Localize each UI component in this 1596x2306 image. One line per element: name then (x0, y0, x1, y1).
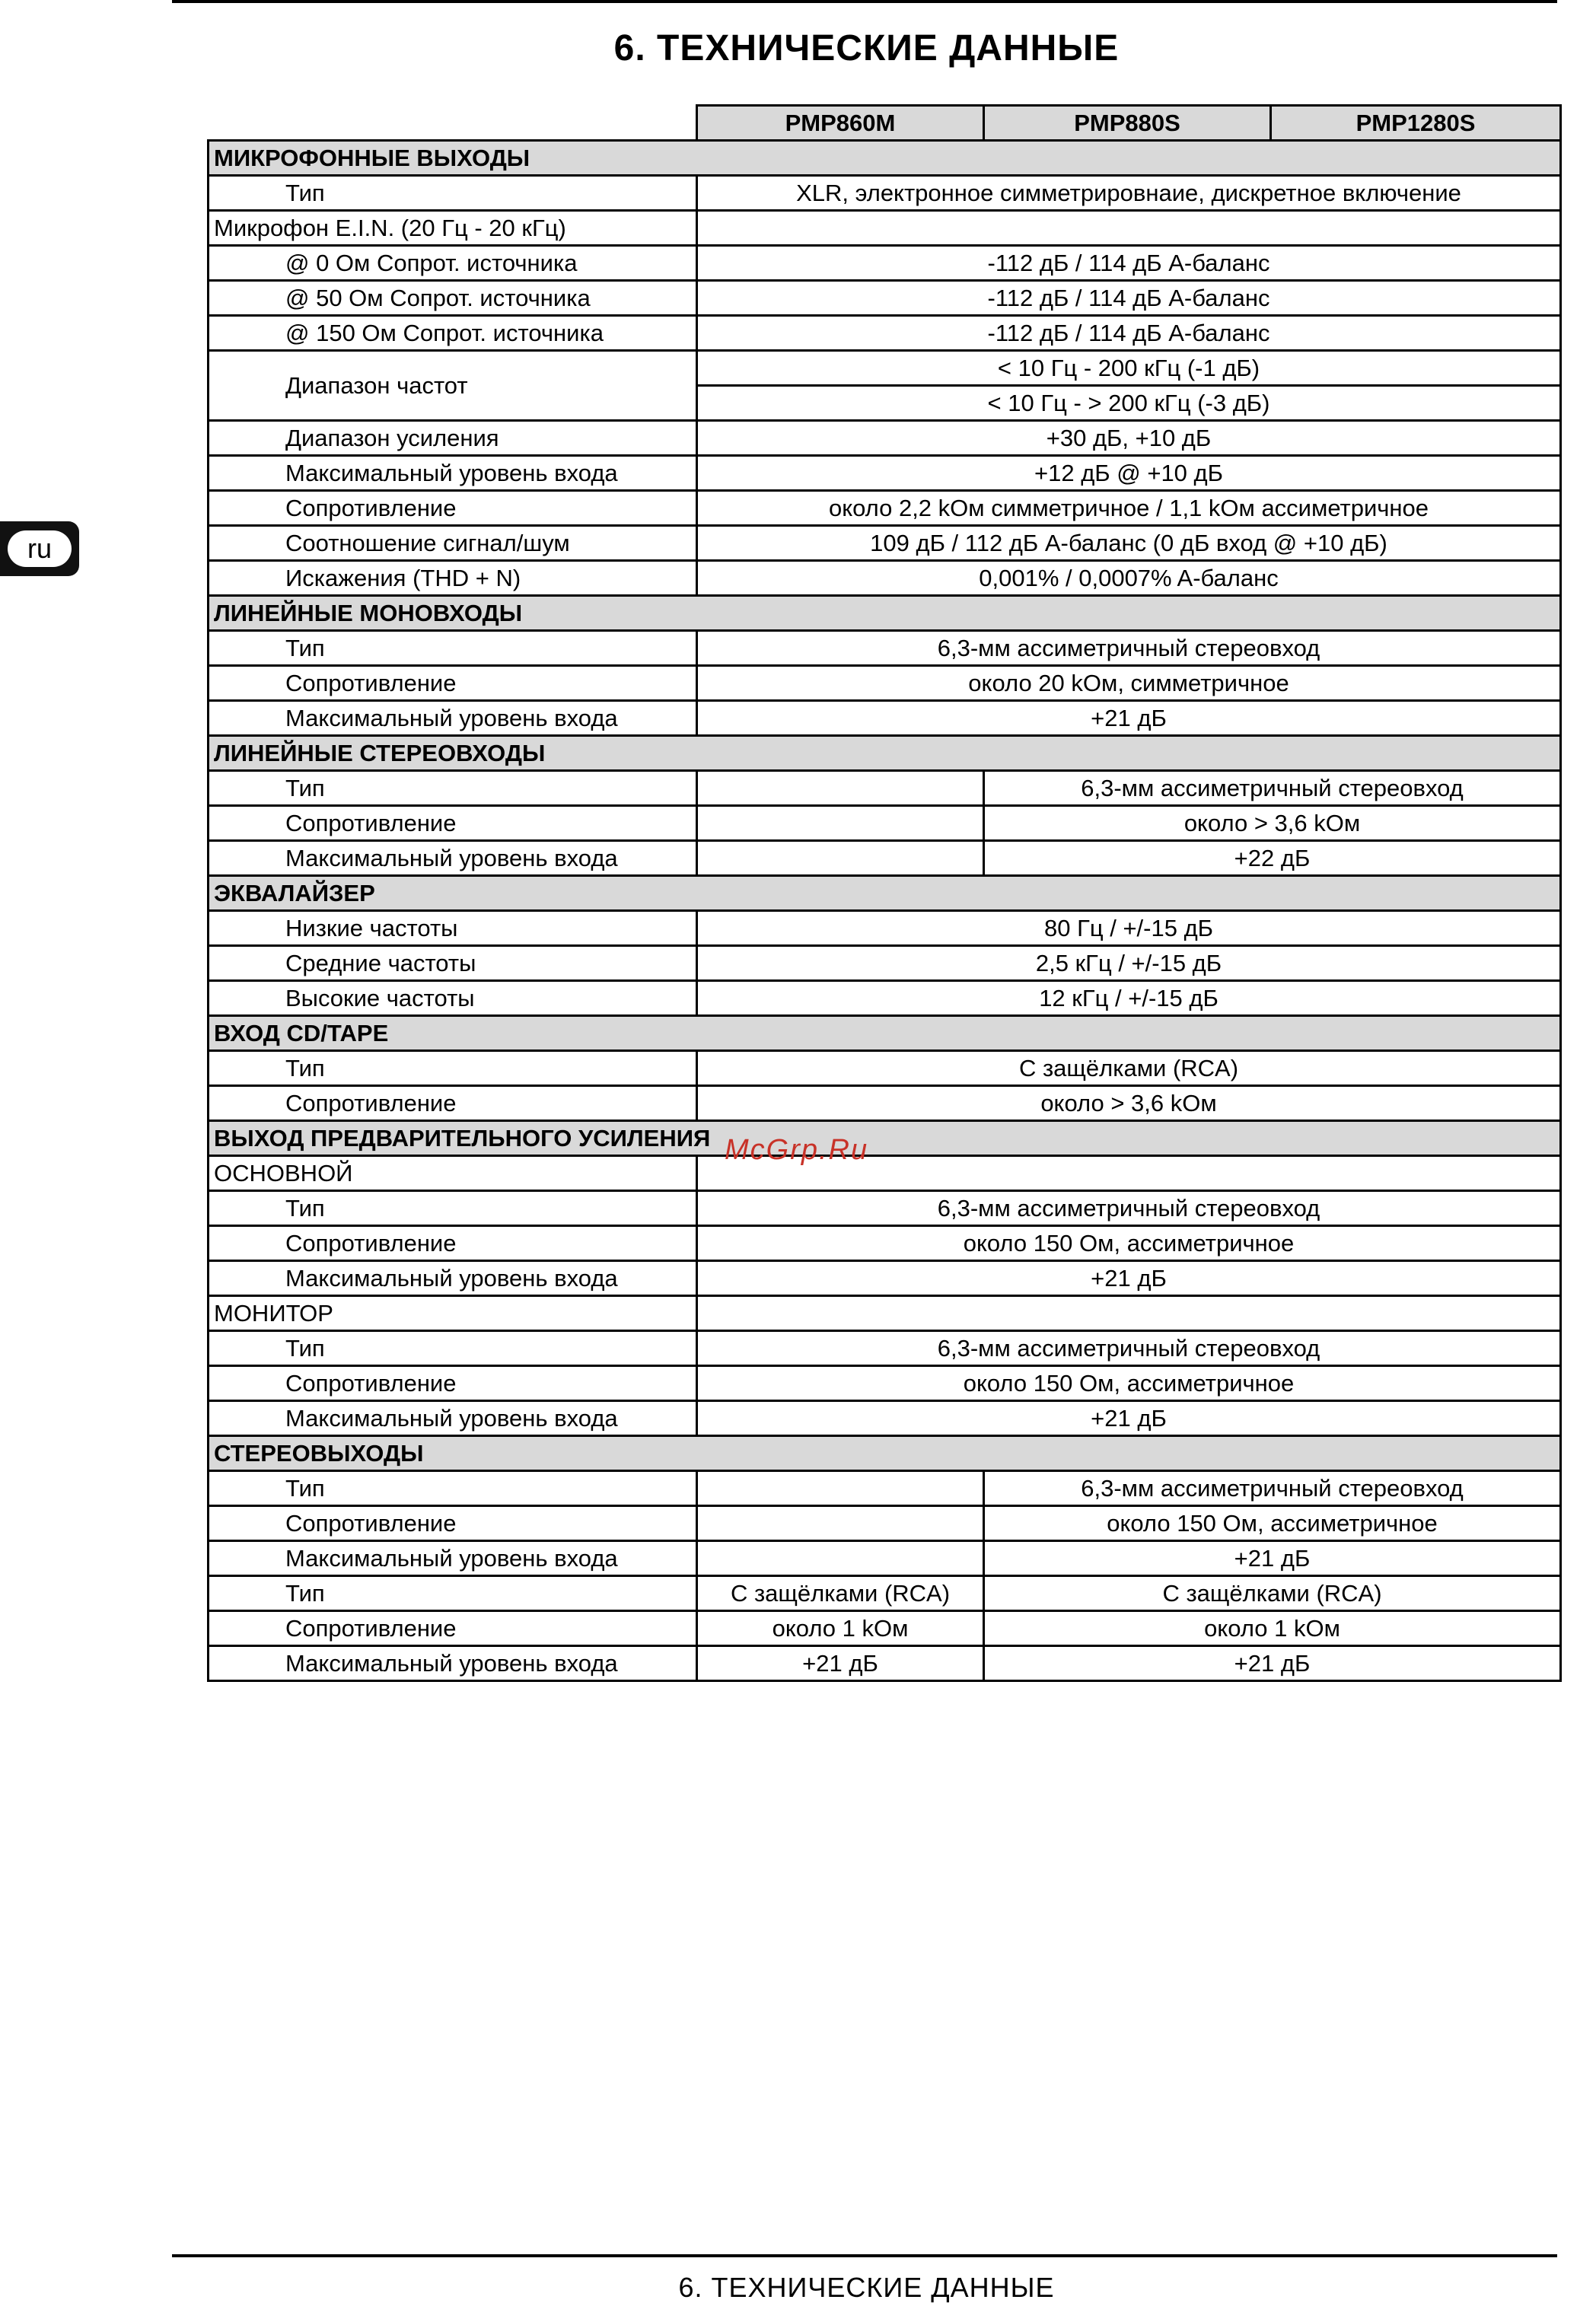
model-pmp1280s: PMP1280S (1271, 106, 1561, 141)
row-label: Сопротивление (209, 1086, 697, 1121)
row-value: -112 дБ / 114 дБ A-баланс (697, 281, 1561, 316)
table-row (209, 1576, 1561, 1611)
table-row (209, 1611, 1561, 1646)
row-value: +21 дБ (697, 1646, 984, 1681)
row-value: -112 дБ / 114 дБ A-баланс (697, 316, 1561, 351)
row-value: +21 дБ (697, 1401, 1561, 1436)
row-value: около > 3,6 kОм (697, 1086, 1561, 1121)
model-pmp880s: PMP880S (984, 106, 1271, 141)
page-footer: 6. ТЕХНИЧЕСКИЕ ДАННЫЕ (678, 2272, 1055, 2303)
row-label: Сопротивление (209, 1611, 697, 1646)
row-value: +12 дБ @ +10 дБ (697, 456, 1561, 491)
table-row (209, 1506, 1561, 1541)
row-label: Сопротивление (209, 666, 697, 701)
row-label: Сопротивление (209, 1506, 697, 1541)
row-label: Максимальный уровень входа (209, 701, 697, 736)
row-value: +21 дБ (984, 1646, 1561, 1681)
watermark: McGrp.Ru (725, 1134, 869, 1166)
row-label: Искажения (THD + N) (209, 561, 697, 596)
table-row (209, 421, 1561, 456)
section-stereo-outputs: СТЕРЕОВЫХОДЫ (209, 1436, 1561, 1471)
row-label: Максимальный уровень входа (209, 1646, 697, 1681)
row-value-empty (697, 806, 984, 841)
row-value-empty (697, 1296, 1561, 1331)
table-row (209, 771, 1561, 806)
table-row (209, 456, 1561, 491)
table-row (209, 946, 1561, 981)
row-label: Максимальный уровень входа (209, 1261, 697, 1296)
row-label: @ 50 Ом Сопрот. источника (209, 281, 697, 316)
table-row (209, 246, 1561, 281)
table-row (209, 981, 1561, 1016)
row-value: около 2,2 kОм симметричное / 1,1 kОм ассиметричное (697, 491, 1561, 526)
table-row (209, 1646, 1561, 1681)
row-value: 109 дБ / 112 дБ A-баланс (0 дБ вход @ +10 дБ) (697, 526, 1561, 561)
row-value: -112 дБ / 114 дБ A-баланс (697, 246, 1561, 281)
model-header-row (209, 106, 1561, 141)
table-row (209, 841, 1561, 876)
row-value: 0,001% / 0,0007% A-баланс (697, 561, 1561, 596)
table-row (209, 1051, 1561, 1086)
table-row (209, 351, 1561, 386)
section-preamp-output: ВЫХОД ПРЕДВАРИТЕЛЬНОГО УСИЛЕНИЯ (209, 1121, 1561, 1156)
table-row (209, 1541, 1561, 1576)
section-row (209, 141, 1561, 176)
table-row (209, 526, 1561, 561)
row-label: Максимальный уровень входа (209, 456, 697, 491)
row-value: 6,3-мм ассиметричный стереовход (697, 1191, 1561, 1226)
row-label: Тип (209, 1191, 697, 1226)
row-label: Максимальный уровень входа (209, 1541, 697, 1576)
specs-table (207, 104, 1562, 1682)
table-row (209, 1156, 1561, 1191)
row-label: Микрофон E.I.N. (20 Гц - 20 кГц) (209, 211, 697, 246)
row-label: Тип (209, 1471, 697, 1506)
row-value: около 20 kОм, симметричное (697, 666, 1561, 701)
table-row (209, 1401, 1561, 1436)
row-value: С защёлками (RCA) (697, 1051, 1561, 1086)
row-value: около 150 Ом, ассиметричное (697, 1226, 1561, 1261)
table-row (209, 1471, 1561, 1506)
table-row (209, 911, 1561, 946)
section-mic-outputs: МИКРОФОННЫЕ ВЫХОДЫ (209, 141, 1561, 176)
section-row (209, 1436, 1561, 1471)
table-row (209, 491, 1561, 526)
row-value: +21 дБ (697, 701, 1561, 736)
page-title: 6. ТЕХНИЧЕСКИЕ ДАННЫЕ (613, 28, 1120, 68)
section-row (209, 596, 1561, 631)
table-row (209, 806, 1561, 841)
language-tab-label: ru (8, 530, 72, 567)
row-value: С защёлками (RCA) (697, 1576, 984, 1611)
table-row (209, 211, 1561, 246)
row-value: 2,5 кГц / +/-15 дБ (697, 946, 1561, 981)
row-value: около > 3,6 kОм (984, 806, 1561, 841)
table-row (209, 1296, 1561, 1331)
section-row (209, 876, 1561, 911)
row-value: 6,3-мм ассиметричный стереовход (984, 771, 1561, 806)
row-value-empty (697, 1471, 984, 1506)
table-row (209, 1261, 1561, 1296)
row-value: 6,3-мм ассиметричный стереовход (697, 631, 1561, 666)
row-label: Максимальный уровень входа (209, 841, 697, 876)
row-value-empty (697, 211, 1561, 246)
section-row (209, 1121, 1561, 1156)
row-label: Тип (209, 1051, 697, 1086)
row-value: около 150 Ом, ассиметричное (984, 1506, 1561, 1541)
table-row (209, 666, 1561, 701)
row-value-empty (697, 771, 984, 806)
row-value: 12 кГц / +/-15 дБ (697, 981, 1561, 1016)
section-row (209, 736, 1561, 771)
table-row (209, 1226, 1561, 1261)
row-value: около 1 kОм (697, 1611, 984, 1646)
row-label: Сопротивление (209, 1366, 697, 1401)
header-blank-cell (209, 106, 697, 141)
row-label: Сопротивление (209, 806, 697, 841)
language-tab (0, 521, 79, 576)
section-equalizer: ЭКВАЛАЙЗЕР (209, 876, 1561, 911)
row-label: Диапазон усиления (209, 421, 697, 456)
row-value-empty (697, 841, 984, 876)
table-row (209, 281, 1561, 316)
row-label: Максимальный уровень входа (209, 1401, 697, 1436)
row-value: около 1 kОм (984, 1611, 1561, 1646)
row-value: +21 дБ (697, 1261, 1561, 1296)
row-value: 80 Гц / +/-15 дБ (697, 911, 1561, 946)
section-row (209, 1016, 1561, 1051)
section-line-stereo-inputs: ЛИНЕЙНЫЕ СТЕРЕОВХОДЫ (209, 736, 1561, 771)
row-label: Сопротивление (209, 1226, 697, 1261)
row-label: Тип (209, 176, 697, 211)
row-value: 6,3-мм ассиметричный стереовход (984, 1471, 1561, 1506)
row-value: XLR, электронное симметрировнаие, дискретное включение (697, 176, 1561, 211)
row-label: @ 150 Ом Сопрот. источника (209, 316, 697, 351)
table-row (209, 1366, 1561, 1401)
row-label: Средние частоты (209, 946, 697, 981)
row-label: Низкие частоты (209, 911, 697, 946)
table-row (209, 561, 1561, 596)
bottom-rule (172, 2254, 1557, 2257)
row-label: Тип (209, 1331, 697, 1366)
row-value: < 10 Гц - > 200 кГц (-3 дБ) (697, 386, 1561, 421)
table-row (209, 1191, 1561, 1226)
row-label: ОСНОВНОЙ (209, 1156, 697, 1191)
row-label: Тип (209, 1576, 697, 1611)
section-cd-tape-input: ВХОД CD/TAPE (209, 1016, 1561, 1051)
table-row (209, 176, 1561, 211)
row-label: Сопротивление (209, 491, 697, 526)
table-row (209, 1331, 1561, 1366)
row-value-empty (697, 1541, 984, 1576)
row-value-empty (697, 1506, 984, 1541)
table-row (209, 701, 1561, 736)
top-rule (172, 0, 1557, 3)
row-label: Соотношение сигнал/шум (209, 526, 697, 561)
row-label: Тип (209, 771, 697, 806)
row-value: < 10 Гц - 200 кГц (-1 дБ) (697, 351, 1561, 386)
row-label: Диапазон частот (209, 351, 697, 421)
row-value: +21 дБ (984, 1541, 1561, 1576)
row-label: @ 0 Ом Сопрот. источника (209, 246, 697, 281)
model-pmp860m: PMP860M (697, 106, 984, 141)
table-row (209, 316, 1561, 351)
row-value: +30 дБ, +10 дБ (697, 421, 1561, 456)
row-label: Тип (209, 631, 697, 666)
row-value: 6,3-мм ассиметричный стереовход (697, 1331, 1561, 1366)
section-line-mono-inputs: ЛИНЕЙНЫЕ МОНОВХОДЫ (209, 596, 1561, 631)
row-value: С защёлками (RCA) (984, 1576, 1561, 1611)
row-label: Высокие частоты (209, 981, 697, 1016)
table-row (209, 631, 1561, 666)
row-value: +22 дБ (984, 841, 1561, 876)
row-label: МОНИТОР (209, 1296, 697, 1331)
row-value: около 150 Ом, ассиметричное (697, 1366, 1561, 1401)
table-row (209, 1086, 1561, 1121)
